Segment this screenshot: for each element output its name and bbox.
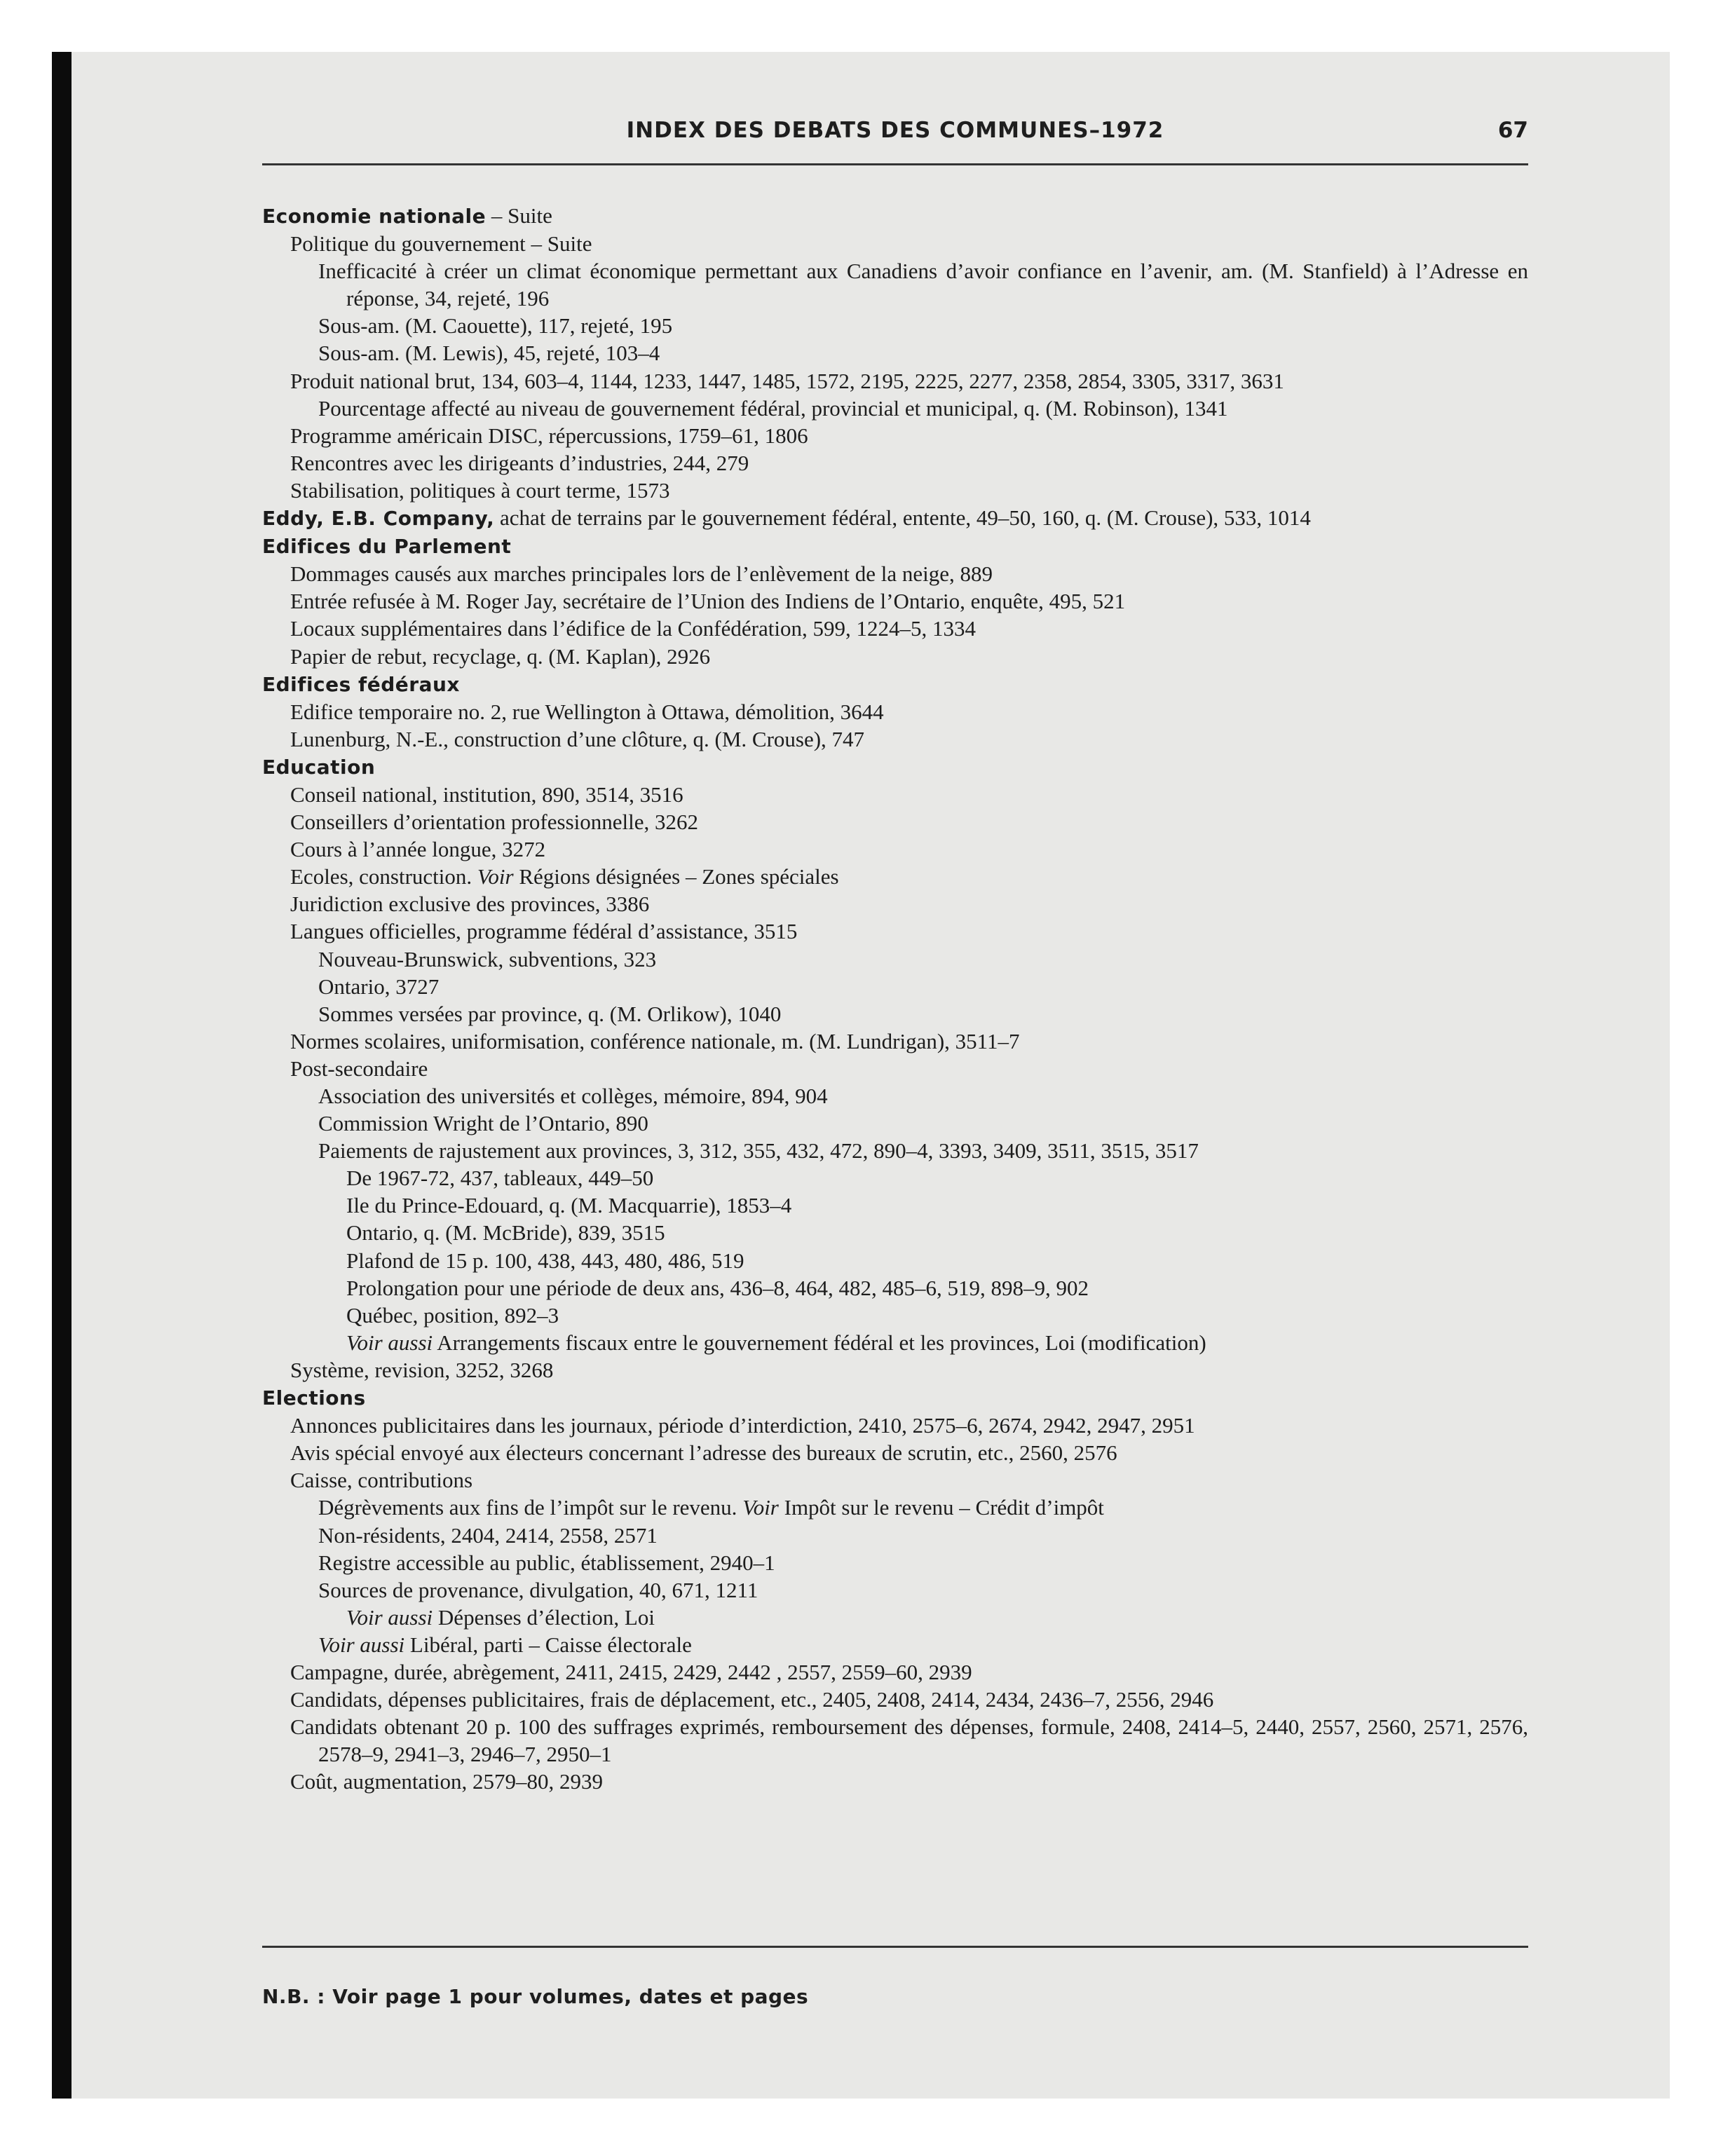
entry-text: Programme américain DISC, répercussions, 1759–61, 1806 (290, 423, 808, 448)
index-subentry (262, 395, 1528, 422)
index-subentry (262, 1164, 1528, 1192)
cross-reference-target: Libéral, parti – Caisse électorale (404, 1632, 692, 1657)
index-subentry (262, 1439, 1528, 1466)
index-subentry (262, 1192, 1528, 1219)
entry-text: Edifice temporaire no. 2, rue Wellington à Ottawa, démolition, 3644 (290, 699, 884, 724)
entry-text: Ecoles, construction. (290, 864, 477, 889)
entry-text: Conseillers d’orientation professionnelle, 3262 (290, 810, 698, 835)
entry-text: Ontario, q. (M. McBride), 839, 3515 (346, 1220, 665, 1246)
index-heading-entry (262, 202, 1528, 230)
index-subentry (262, 890, 1528, 917)
entry-text: Langues officielles, programme fédéral d’assistance, 3515 (290, 919, 798, 944)
entry-text: Ontario, 3727 (318, 974, 440, 999)
entry-text: Caisse, contributions (290, 1468, 473, 1493)
cross-reference-marker: Voir aussi (318, 1632, 405, 1657)
entry-text: Québec, position, 892–3 (346, 1302, 559, 1328)
entry-text: Annonces publicitaires dans les journaux, période d’interdiction, 2410, 2575–6, 2674, 2942, 2947, 2951 (290, 1413, 1195, 1438)
cross-reference-marker: Voir (477, 864, 514, 889)
cross-reference-target: Arrangements fiscaux entre le gouvernement fédéral et les provinces, Loi (modification) (433, 1330, 1206, 1355)
index-entries (262, 202, 1528, 1795)
index-subentry (262, 1631, 1528, 1658)
index-subentry (262, 1302, 1528, 1329)
entry-text: Papier de rebut, recyclage, q. (M. Kaplan), 2926 (290, 643, 711, 669)
cross-reference-marker: Voir aussi (346, 1604, 433, 1630)
index-subentry (262, 946, 1528, 973)
index-subentry (262, 1576, 1528, 1604)
entry-text: Registre accessible au public, établissement, 2940–1 (318, 1550, 775, 1575)
index-subentry (262, 1494, 1528, 1521)
entry-text: Avis spécial envoyé aux électeurs concernant l’adresse des bureaux de scrutin, etc., 2560, 2576 (290, 1440, 1117, 1466)
entry-text: De 1967-72, 437, tableaux, 449–50 (346, 1166, 654, 1191)
index-subentry (262, 587, 1528, 615)
index-subentry (262, 1604, 1528, 1631)
index-subentry (262, 1055, 1528, 1082)
cross-reference-target: Régions désignées – Zones spéciales (513, 864, 839, 889)
entry-text: Post-secondaire (290, 1056, 428, 1081)
entry-text: Ile du Prince-Edouard, q. (M. Macquarrie), 1853–4 (346, 1193, 792, 1218)
entry-text: Stabilisation, politiques à court terme, 1573 (290, 477, 670, 503)
index-subentry (262, 1356, 1528, 1384)
index-subentry (262, 781, 1528, 808)
index-subentry (262, 312, 1528, 339)
index-subentry (262, 477, 1528, 504)
index-subentry (262, 1000, 1528, 1028)
entry-heading: Edifices fédéraux (262, 672, 460, 696)
page-title: INDEX DES DEBATS DES COMMUNES–1972 (626, 118, 1164, 143)
index-subentry (262, 1522, 1528, 1549)
page-number: 67 (1497, 118, 1528, 143)
entry-text: Dommages causés aux marches principales lors de l’enlèvement de la neige, 889 (290, 561, 993, 587)
index-subentry (262, 367, 1528, 395)
entry-text: Conseil national, institution, 890, 3514, 3516 (290, 782, 683, 807)
index-subentry (262, 1274, 1528, 1302)
cross-reference-marker: Voir (742, 1495, 779, 1520)
index-heading-entry (262, 1384, 1528, 1412)
page-header (262, 118, 1528, 167)
index-subentry (262, 1658, 1528, 1686)
index-subentry (262, 339, 1528, 367)
index-subentry (262, 698, 1528, 725)
entry-text: Dégrèvements aux fins de l’impôt sur le revenu. (318, 1495, 743, 1520)
index-subentry (262, 422, 1528, 449)
index-subentry (262, 1549, 1528, 1576)
entry-text: Non-résidents, 2404, 2414, 2558, 2571 (318, 1522, 658, 1548)
entry-text: Nouveau-Brunswick, subventions, 323 (318, 946, 657, 971)
entry-text: Politique du gouvernement – Suite (290, 231, 592, 257)
entry-heading: Edifices du Parlement (262, 535, 512, 559)
entry-text: Candidats obtenant 20 p. 100 des suffrages exprimés, remboursement des dépenses, formule, 2408, 2414–5, 2440, 2557, 2560, 2571, 2576, 2578–9, 2941–3, 2946–7, 2950–1 (290, 1714, 1528, 1767)
index-subentry (262, 615, 1528, 642)
entry-text: Association des universités et collèges, mémoire, 894, 904 (318, 1084, 828, 1108)
entry-text: Paiements de rajustement aux provinces, 3, 312, 355, 432, 472, 890–4, 3393, 3409, 3511, 3515, 3517 (318, 1138, 1199, 1164)
entry-text: Plafond de 15 p. 100, 438, 443, 480, 486, 519 (346, 1248, 744, 1273)
entry-text: Commission Wright de l’Ontario, 890 (318, 1111, 648, 1136)
entry-text: Rencontres avec les dirigeants d’industries, 244, 279 (290, 450, 749, 475)
entry-text: Sources de provenance, divulgation, 40, 671, 1211 (318, 1577, 758, 1602)
index-heading-entry (262, 753, 1528, 781)
index-subentry (262, 230, 1528, 257)
entry-text: Produit national brut, 134, 603–4, 1144, 1233, 1447, 1485, 1572, 2195, 2225, 2277, 2358, 2854, 3305, 3317, 3631 (290, 368, 1284, 393)
entry-text: – Suite (486, 203, 552, 228)
index-heading-entry (262, 670, 1528, 698)
index-subentry (262, 863, 1528, 890)
entry-text: Cours à l’année longue, 3272 (290, 837, 546, 862)
entry-text: Sommes versées par province, q. (M. Orlikow), 1040 (318, 1001, 782, 1026)
index-subentry (262, 1247, 1528, 1274)
cross-reference-target: Impôt sur le revenu – Crédit d’impôt (778, 1495, 1104, 1520)
index-subentry (262, 643, 1528, 670)
entry-text: Lunenburg, N.-E., construction d’une clôture, q. (M. Crouse), 747 (290, 726, 865, 751)
entry-text: Normes scolaires, uniformisation, conférence nationale, m. (M. Lundrigan), 3511–7 (290, 1028, 1020, 1053)
index-subentry (262, 257, 1528, 312)
entry-text: Inefficacité à créer un climat économique permettant aux Canadiens d’avoir confiance en l’avenir, am. (M. Stanfield) à l’Adresse en réponse, 34, rejeté, 196 (318, 259, 1528, 311)
footer-rule (262, 1946, 1528, 1948)
index-heading-entry (262, 504, 1528, 532)
entry-heading: Eddy, E.B. Company, (262, 507, 495, 531)
entry-text: Système, revision, 3252, 3268 (290, 1357, 554, 1382)
entry-heading: Economie nationale (262, 205, 487, 228)
entry-heading: Elections (262, 1386, 366, 1410)
entry-text: Locaux supplémentaires dans l’édifice de la Confédération, 599, 1224–5, 1334 (290, 616, 976, 641)
index-subentry (262, 725, 1528, 753)
entry-text: Juridiction exclusive des provinces, 3386 (290, 892, 650, 917)
entry-text: Pourcentage affecté au niveau de gouvernement fédéral, provincial et municipal, q. (M. Robinson), 1341 (318, 395, 1228, 421)
index-subentry (262, 1137, 1528, 1164)
index-subentry (262, 1713, 1528, 1768)
entry-text: Coût, augmentation, 2579–80, 2939 (290, 1769, 604, 1794)
index-subentry (262, 1219, 1528, 1246)
cross-reference-target: Dépenses d’élection, Loi (433, 1604, 655, 1630)
index-subentry (262, 835, 1528, 863)
index-heading-entry (262, 532, 1528, 560)
index-subentry (262, 917, 1528, 945)
index-subentry (262, 973, 1528, 1000)
entry-text: achat de terrains par le gouvernement fédéral, entente, 49–50, 160, q. (M. Crouse), 533, 1014 (494, 505, 1311, 531)
entry-text: Campagne, durée, abrègement, 2411, 2415, 2429, 2442 , 2557, 2559–60, 2939 (290, 1659, 972, 1684)
index-subentry (262, 1082, 1528, 1110)
index-subentry (262, 1466, 1528, 1494)
index-subentry (262, 449, 1528, 477)
cross-reference-marker: Voir aussi (346, 1330, 433, 1355)
index-subentry (262, 808, 1528, 835)
entry-heading: Education (262, 755, 376, 779)
index-subentry (262, 1412, 1528, 1439)
index-subentry (262, 1768, 1528, 1795)
index-subentry (262, 1028, 1528, 1055)
header-rule (262, 163, 1528, 165)
index-subentry (262, 1686, 1528, 1713)
index-subentry (262, 1329, 1528, 1356)
entry-text: Entrée refusée à M. Roger Jay, secrétaire de l’Union des Indiens de l’Ontario, enquête, 495, 521 (290, 589, 1126, 614)
entry-text: Prolongation pour une période de deux ans, 436–8, 464, 482, 485–6, 519, 898–9, 902 (346, 1275, 1089, 1300)
entry-text: Sous-am. (M. Lewis), 45, rejeté, 103–4 (318, 341, 660, 366)
entry-text: Sous-am. (M. Caouette), 117, rejeté, 195 (318, 313, 673, 339)
index-subentry (262, 1110, 1528, 1137)
entry-text: Candidats, dépenses publicitaires, frais de déplacement, etc., 2405, 2408, 2414, 2434, 2436–7, 2556, 2946 (290, 1687, 1214, 1712)
index-subentry (262, 560, 1528, 587)
footer-note: N.B. : Voir page 1 pour volumes, dates et pages (262, 1985, 809, 2008)
